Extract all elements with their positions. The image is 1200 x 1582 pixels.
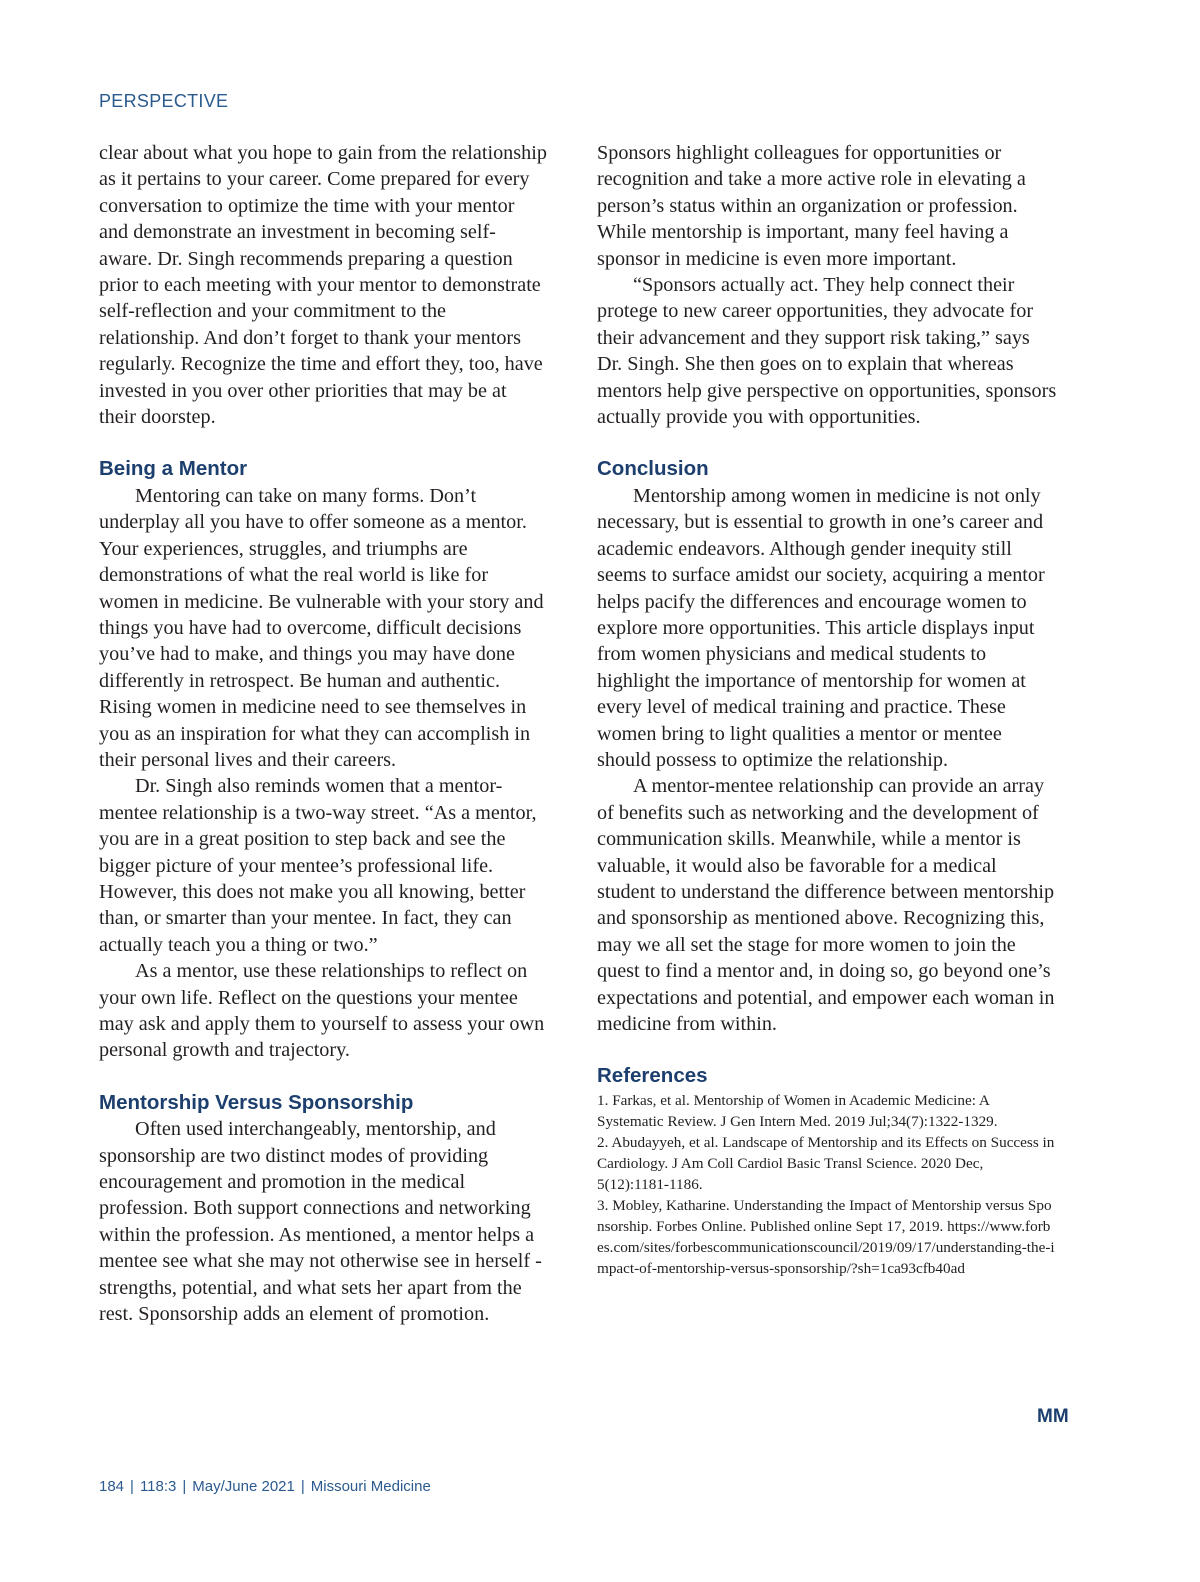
sponsor-paragraph-1: Sponsors highlight colleagues for opportunities or recognition and take a more active role in elevating a person’s status within an organization or profession. While mentorship is important, many feel having a sponsor in medicine is even more important. — [597, 142, 1026, 270]
page-footer — [99, 1478, 431, 1495]
footer-separator: | — [300, 1478, 305, 1495]
conclusion-paragraph-2: A mentor-mentee relationship can provide an array of benefits such as networking and the development of communication skills. Meanwhile, while a mentor is valuable, it would also be favorable for a medical student to understand the difference between mentorship and sponsorship as mentioned above. Recognizing this, may we all set the stage for more women to join the quest to find a mentor and, in doing so, go beyond one’s expectations and potential, and empower each woman in medicine from within. — [597, 775, 1055, 1035]
left-column — [99, 140, 547, 1327]
footer-separator: | — [130, 1478, 134, 1495]
conclusion-paragraph-1: Mentorship among women in medicine is not only necessary, but is essential to growth in one’s career and academic endeavors. Although gender inequity still seems to surface amidst our society, acquiring a mentor helps pacify the differences and encourage women to explore more opportunities. This article displays input from women physicians and medical students to highlight the importance of mentorship for women at every level of medical training and practice. These women bring to light qualities a mentor or mentee should possess to optimize the relationship. — [597, 484, 1045, 771]
references-section — [597, 1063, 1057, 1278]
reference-2: 2. Abudayyeh, et al. Landscape of Mentorship and its Effects on Success in Cardiology. J Am Coll Cardiol Basic Transl Science. 2020 Dec, 5(12):1181-1186. — [597, 1133, 1055, 1193]
issue-number: 118:3 — [139, 1478, 177, 1495]
mentor-paragraph-1: Mentoring can take on many forms. Don’t underplay all you have to offer someone as a mentor. Your experiences, struggles, and triumphs are demonstrations of what the real world is like for women in medicine. Be vulnerable with your story and things you have had to overcome, difficult decisions you’ve had to make, and things you may have done differently in retrospect. Be human and authentic. Rising women in medicine need to see themselves in you as an inspiration for what they can accomplish in their personal lives and their careers. — [99, 484, 544, 771]
heading-being-a-mentor: Being a Mentor — [99, 457, 248, 481]
mentor-paragraph-3: As a mentor, use these relationships to reflect on your own life. Reflect on the questions your mentee may ask and apply them to yourself to assess your own personal growth and trajectory. — [99, 960, 545, 1062]
versus-paragraph-1: Often used interchangeably, mentorship, and sponsorship are two distinct modes of providing encouragement and promotion in the medical profession. Both support connections and networking within the profession. As mentioned, a mentor helps a mentee see what she may not otherwise see in herself - strengths, potential, and what sets her apart from the rest. Sponsorship adds an element of promotion. — [99, 1118, 542, 1326]
journal-name: Missouri Medicine — [310, 1478, 431, 1495]
heading-conclusion: Conclusion — [597, 457, 709, 481]
reference-1: 1. Farkas, et al. Mentorship of Women in Academic Medicine: A Systematic Review. J Gen Intern Med. 2019 Jul;34(7):1322-1329. — [597, 1091, 998, 1130]
heading-mentorship-versus-sponsorship: Mentorship Versus Sponsorship — [99, 1090, 414, 1114]
issue-date: May/June 2021 — [192, 1478, 295, 1495]
end-mark: MM — [1037, 1406, 1069, 1427]
reference-3: 3. Mobley, Katharine. Understanding the Impact of Mentorship versus Sponsorship. Forbes Online. Published online Sept 17, 2019. https://www.forbes.com/sites/forbescommunicationscouncil/2019/09/17/understanding-the-impact-of-mentorship-versus-sponsorship/?sh=1ca93cfb40ad — [597, 1196, 1055, 1277]
sponsor-paragraph-2: “Sponsors actually act. They help connect their protege to new career opportunities, they advocate for their advancement and they support risk taking,” says Dr. Singh. She then goes on to explain that whereas mentors help give perspective on opportunities, sponsors actually provide you with opportunities. — [597, 274, 1057, 429]
heading-references: References — [597, 1064, 708, 1088]
page-number: 184 — [99, 1478, 125, 1495]
section-label: PERSPECTIVE — [99, 91, 229, 111]
mentor-paragraph-2: Dr. Singh also reminds women that a mentor-mentee relationship is a two-way street. “As a mentor, you are in a great position to step back and see the bigger picture of your mentee’s professional life. However, this does not make you all knowing, better than, or smarter than your mentee. In fact, they can actually teach you a thing or two.” — [99, 775, 537, 956]
intro-paragraph: clear about what you hope to gain from the relationship as it pertains to your career. Come prepared for every conversation to optimize the time with your mentor and demonstrate an investment in becoming self-aware. Dr. Singh recommends preparing a question prior to each meeting with your mentor to demonstrate self-reflection and your commitment to the relationship. And don’t forget to thank your mentors regularly. Recognize the time and effort they, too, have invested in you over other priorities that may be at their doorstep. — [99, 142, 547, 429]
footer-separator: | — [182, 1478, 187, 1495]
right-column — [597, 140, 1057, 1279]
